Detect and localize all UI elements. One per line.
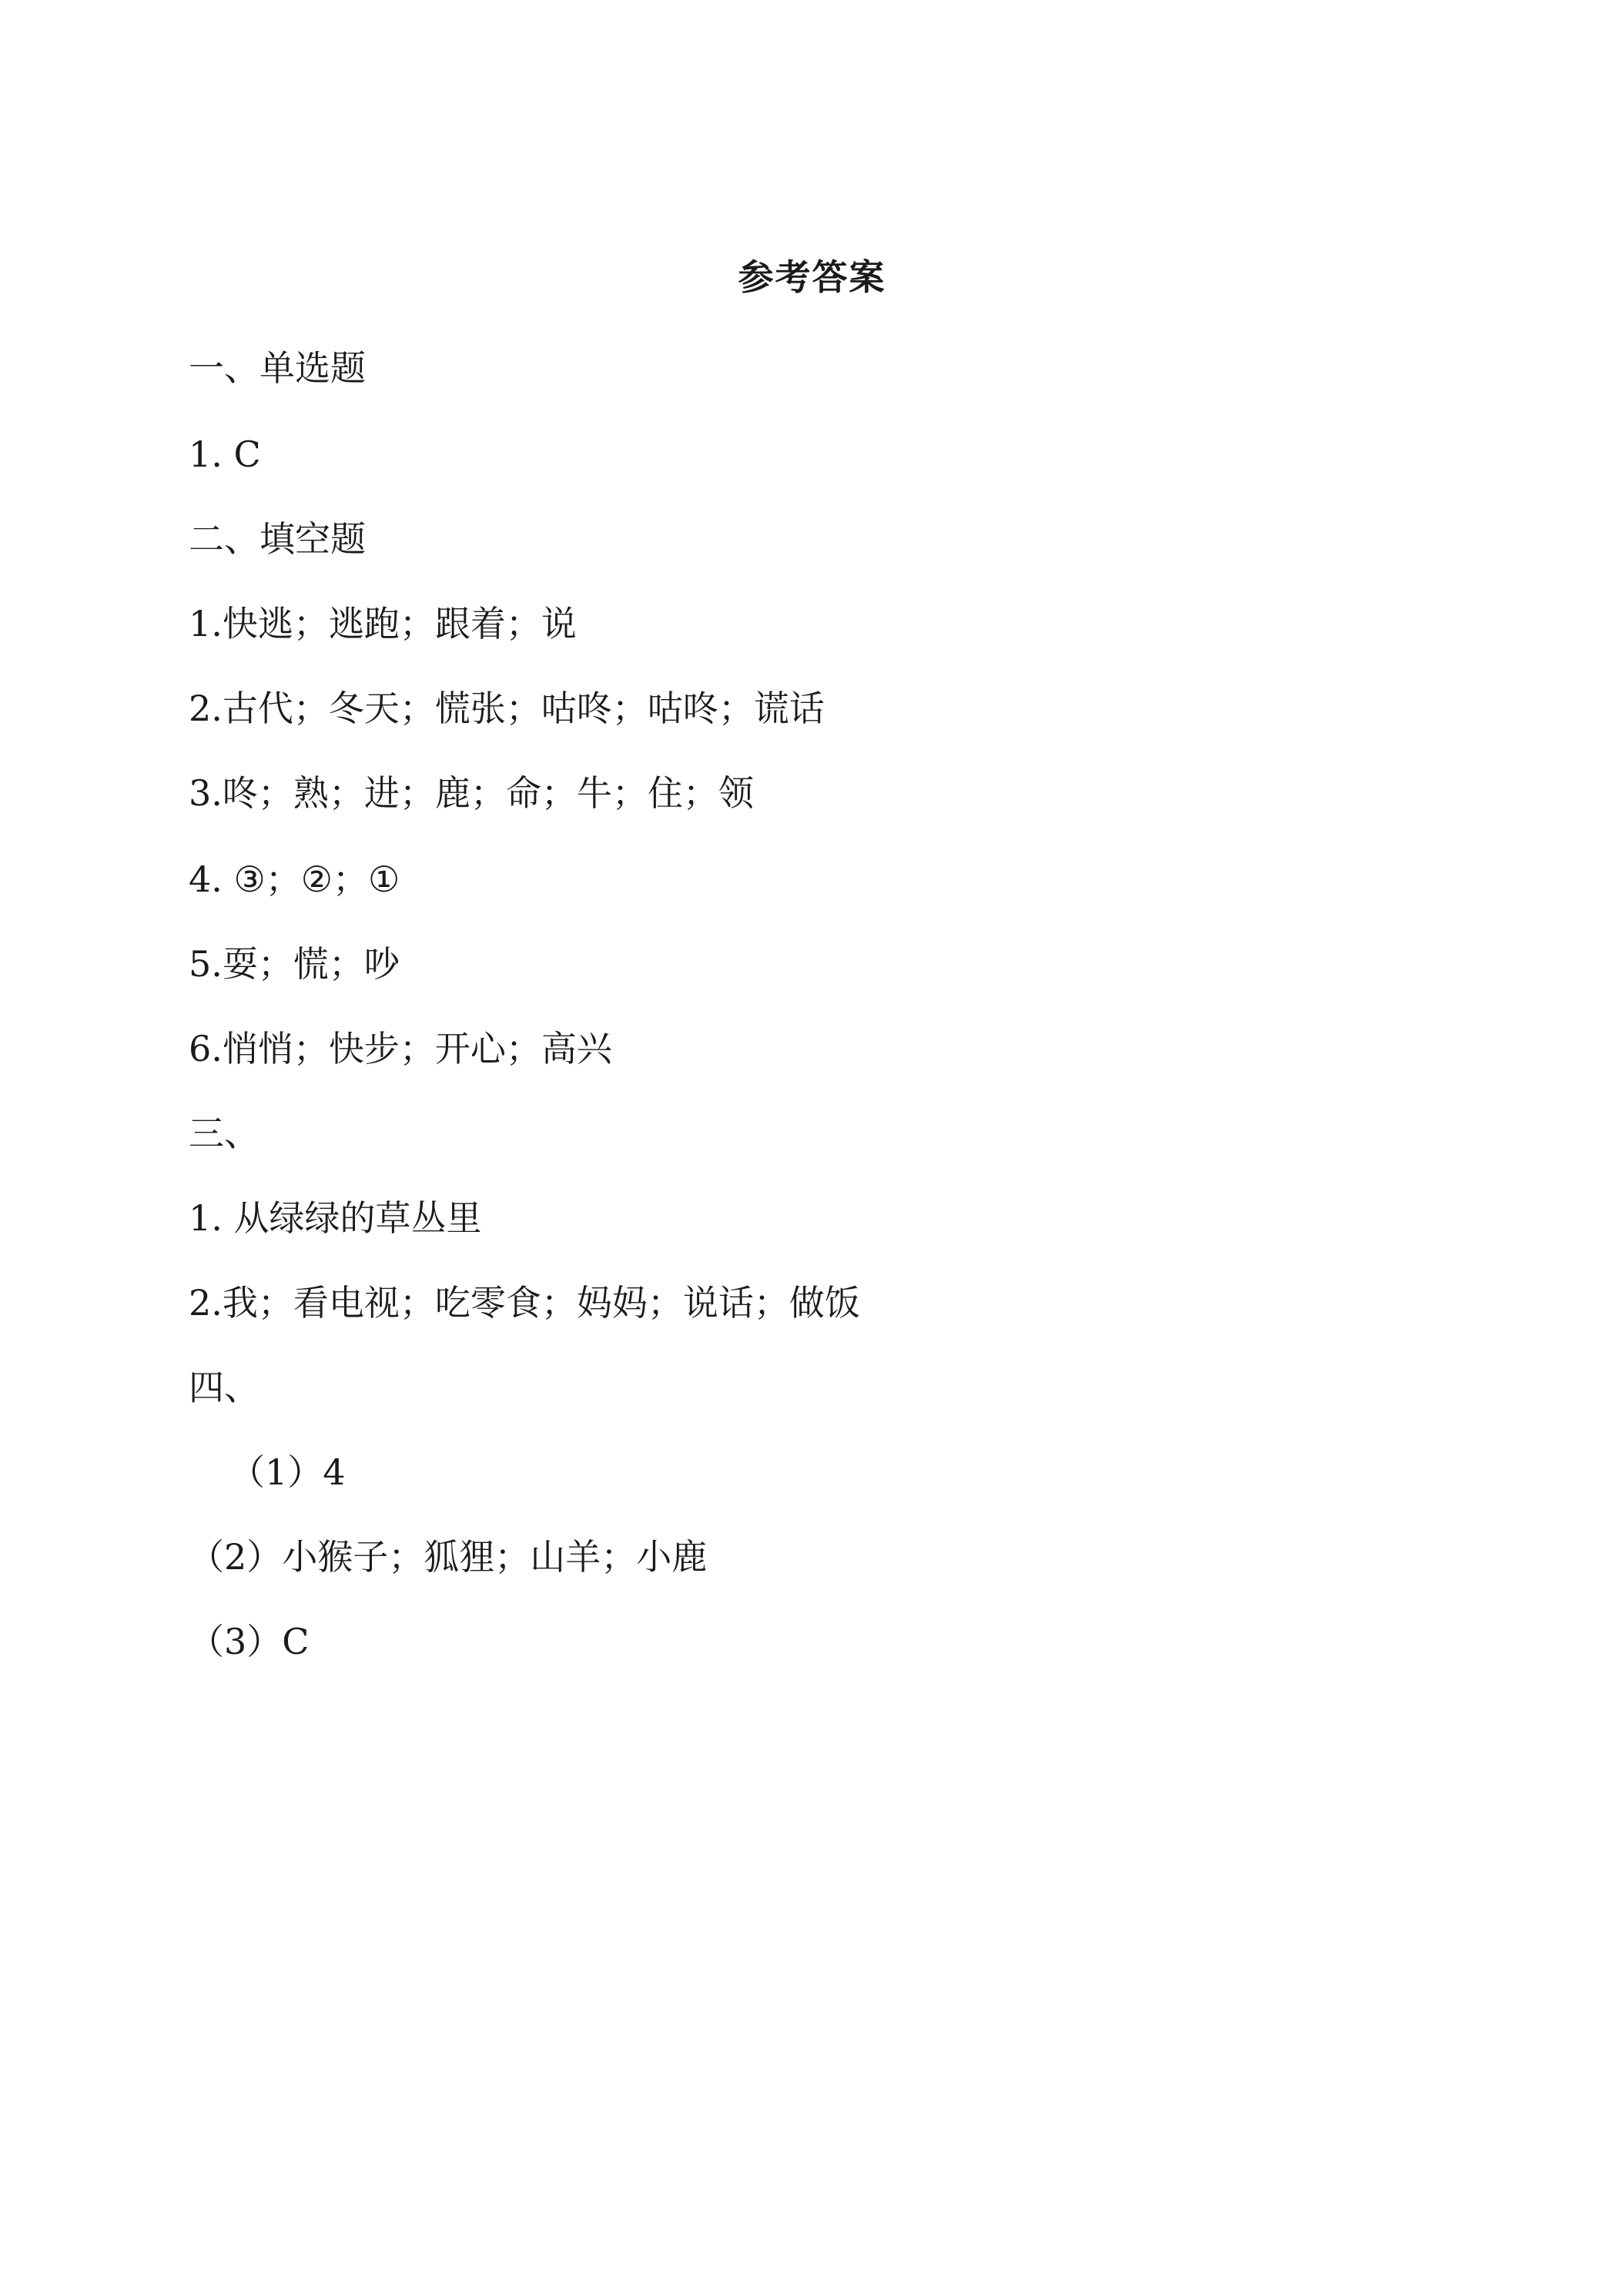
section-3-answer-2: 2.我；看电视；吃零食；妈妈；说话；做饭	[189, 1282, 860, 1324]
section-2-answer-6: 6.悄悄；快步；开心；高兴	[189, 1028, 612, 1069]
section-4-answer-1: （1）4	[229, 1451, 346, 1493]
section-1-heading: 一、单选题	[189, 347, 366, 389]
page-title: 参考答案	[738, 256, 886, 298]
section-4-heading: 四、	[189, 1367, 260, 1408]
section-2-answer-2: 2.古代；冬天；慌张；咕咚；咕咚；谎话	[189, 688, 825, 729]
section-2-answer-5: 5.耍；慌；吵	[189, 943, 400, 985]
section-2-answer-3: 3.咚；熟；进；鹿；命；牛；住；领	[189, 772, 754, 814]
section-4-answer-3: （3）C	[189, 1621, 310, 1662]
section-3-heading: 三、	[189, 1113, 260, 1154]
section-2-answer-1: 1.快逃；逃跑；跟着；说	[189, 603, 577, 644]
section-2-answer-4: 4. ③；②；①	[189, 858, 400, 900]
section-1-answer-1: 1. C	[189, 433, 261, 475]
section-4-answer-2: （2）小猴子；狐狸；山羊；小鹿	[189, 1536, 708, 1578]
section-2-heading: 二、填空题	[189, 518, 366, 560]
section-3-answer-1: 1. 从绿绿的草丛里	[189, 1197, 482, 1239]
